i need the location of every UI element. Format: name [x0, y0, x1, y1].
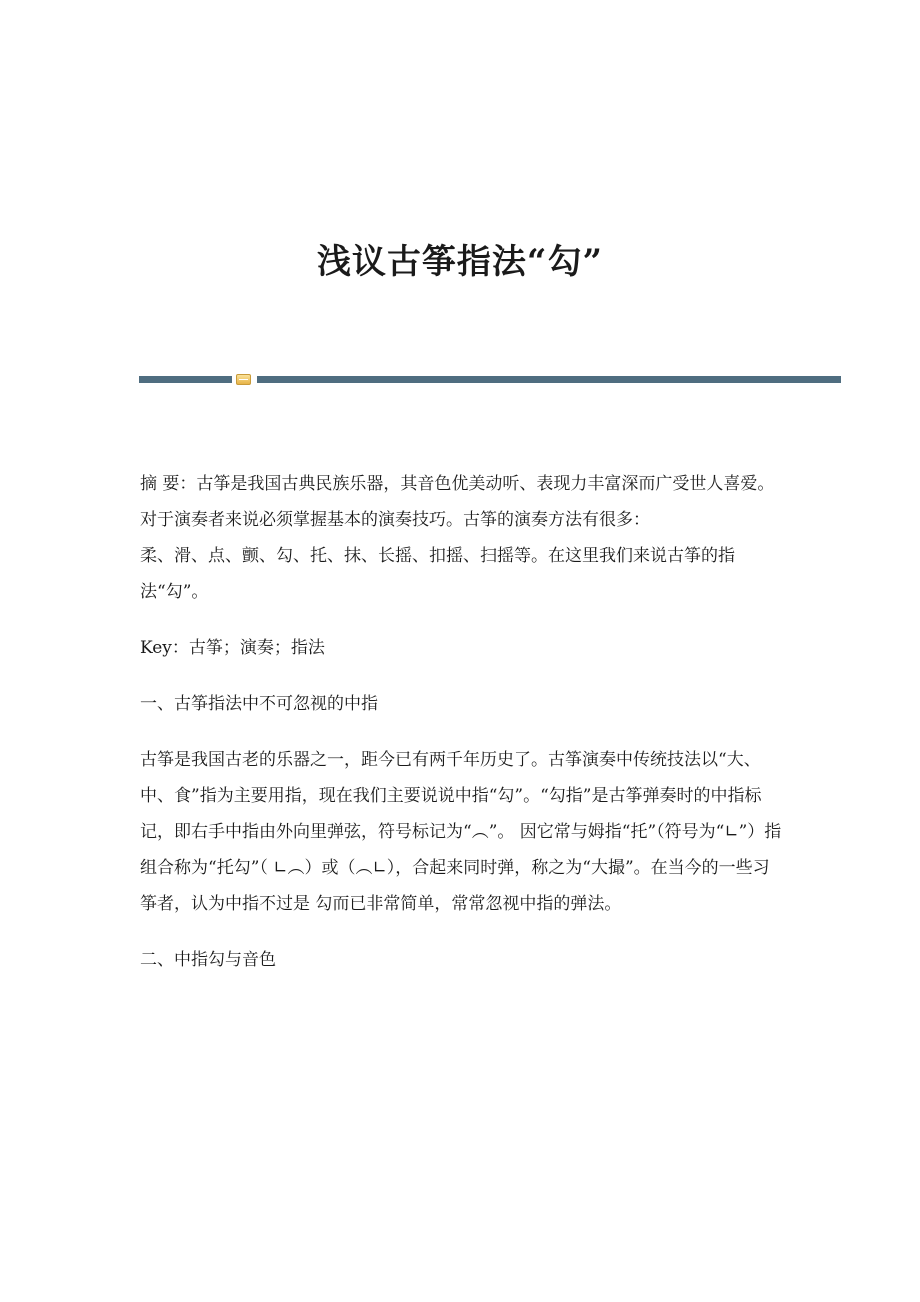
divider-ornament-icon — [236, 374, 251, 385]
document-title: 浅议古筝指法“勾” — [316, 241, 604, 282]
abstract-text-2: 柔、滑、点、颤、勾、托、抹、长摇、扣摇、扫摇等。在这里我们来说古筝的指法“勾”。 — [140, 546, 735, 602]
title-divider — [139, 374, 841, 386]
keywords-line: Key：古筝；演奏；指法 — [140, 638, 325, 658]
section-1-heading: 一、古筝指法中不可忽视的中指 — [140, 694, 378, 714]
section-1-paragraph: 古筝是我国古老的乐器之一，距今已有两千年历史了。古筝演奏中传统技法以“大、中、食”指为主要用指，现在我们主要说说中指“勾”。“勾指”是古筝弹奏时的中指标记，即右手中指由外向里弹弦，符号标记为“︵”。 因它常与姆指“托”（符号为“∟”）指组合称为“托勾”（ ∟︵）或（︵∟），合起来同时弹，称之为“大撮”。在当今的一些习筝者，认为中指不过是 勾而已非常简单，常常忽视中指的弹法。 — [140, 750, 782, 914]
abstract-text-1: 摘 要：古筝是我国古典民族乐器，其音色优美动听、表现力丰富深而广受世人喜爱。对于演奏者来说必须掌握基本的演奏技巧。古筝的演奏方法有很多： — [140, 474, 775, 530]
abstract-paragraph — [140, 466, 785, 610]
divider-bar-right — [257, 376, 841, 383]
document-body — [140, 466, 785, 998]
section-2-heading: 二、中指勾与音色 — [140, 950, 276, 970]
divider-bar-left — [139, 376, 232, 383]
